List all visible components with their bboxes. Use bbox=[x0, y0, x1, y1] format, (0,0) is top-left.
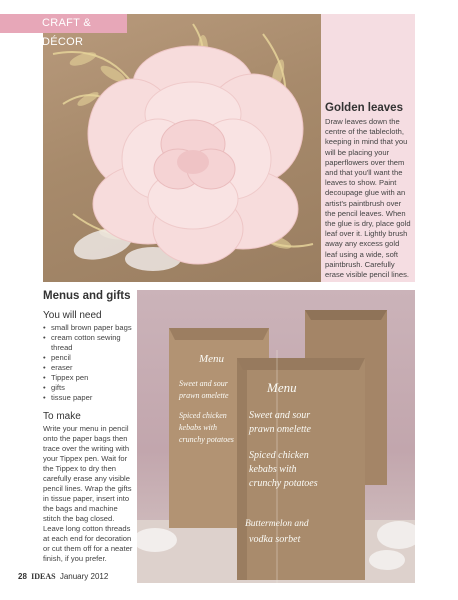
article-title: Menus and gifts bbox=[43, 290, 131, 302]
paper-bag-front bbox=[237, 350, 365, 583]
page-number: 28 bbox=[18, 572, 27, 581]
list-item: • pencil bbox=[43, 353, 135, 363]
list-item: • gifts bbox=[43, 383, 135, 393]
bag-menu-line: vodka sorbet bbox=[249, 534, 301, 545]
paper-flower-illustration bbox=[43, 14, 321, 282]
bag-menu-title: Menu bbox=[199, 353, 225, 365]
issue-date: January 2012 bbox=[59, 572, 109, 581]
bag-menu-title: Menu bbox=[267, 380, 297, 395]
list-item: • Tippex pen bbox=[43, 373, 135, 383]
list-item: • tissue paper bbox=[43, 393, 135, 403]
bag-menu-line: prawn omelette bbox=[179, 391, 229, 400]
supplies-list bbox=[43, 323, 135, 403]
magazine-name: IDEAS bbox=[31, 572, 56, 581]
bag-menu-line: crunchy potatoes bbox=[179, 435, 234, 444]
flower-photo bbox=[43, 14, 321, 282]
sidebar-body: Draw leaves down the centre of the tablecloth, keeping in mind that you will be placing your paperflowers over them and that you'll want the leaves to show. Paint decoupage glue with an artist's paintbrush over the pencil leaves. When the glue is dry, place gold leaf over it. Lightly brush away any excess gold leaf using a wide, soft paintbrush. Carefully erase visible pencil lines. bbox=[325, 117, 411, 280]
bag-menu-line: Spiced chicken bbox=[249, 450, 309, 461]
bag-menu-line: Spiced chicken bbox=[179, 411, 227, 420]
method-text: Write your menu in pencil onto the paper bags then trace over the writing with your Tippex pen. Wait for the Tippex to dry then carefully erase any visible pencil lines. Wrap the gifts in tissue paper, insert into the bags and machine stitch the bag closed. Leave long cotton threads at each end for decoration or cut them off for a neater finish, if you prefer. bbox=[43, 424, 133, 563]
list-item: • eraser bbox=[43, 363, 135, 373]
paper-bags-illustration bbox=[137, 290, 415, 583]
section-tab: CRAFT & DÉCOR bbox=[0, 14, 127, 33]
list-item: • cream cotton sewing thread bbox=[43, 333, 135, 353]
bag-menu-line: kebabs with bbox=[249, 464, 297, 475]
bag-menu-line: crunchy potatoes bbox=[249, 478, 318, 489]
page-footer bbox=[18, 572, 108, 581]
sidebar-title: Golden leaves bbox=[325, 102, 403, 114]
supplies-heading: You will need bbox=[43, 310, 102, 321]
sidebar-panel bbox=[321, 14, 415, 282]
article-column bbox=[43, 290, 135, 564]
bag-menu-line: kebabs with bbox=[179, 423, 217, 432]
list-item: • small brown paper bags bbox=[43, 323, 135, 333]
method-heading: To make bbox=[43, 411, 81, 422]
bag-menu-line: Sweet and sour bbox=[179, 379, 228, 388]
bag-menu-line: prawn omelette bbox=[249, 424, 311, 435]
bag-menu-line: Buttermelon and bbox=[245, 519, 309, 529]
paper-bags-photo bbox=[137, 290, 415, 583]
bag-menu-line: Sweet and sour bbox=[249, 410, 311, 421]
